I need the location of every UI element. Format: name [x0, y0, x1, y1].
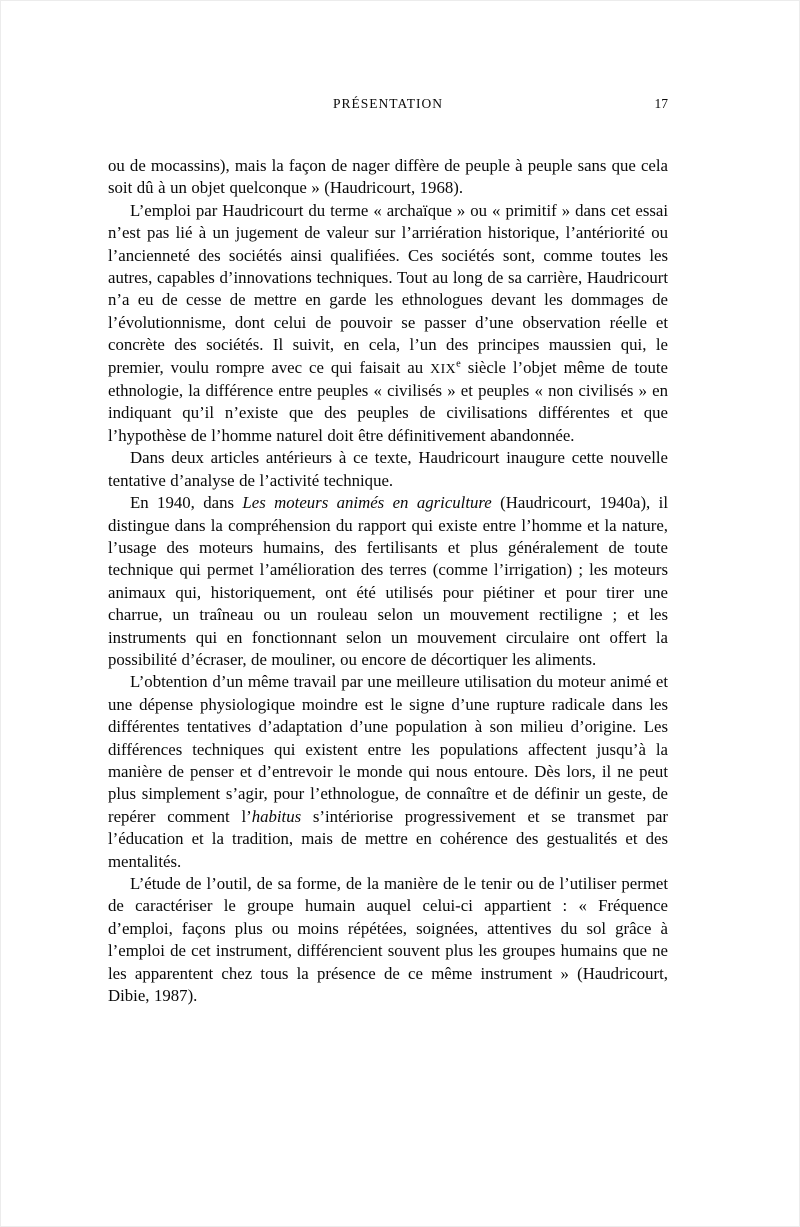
text-segment: habitus	[251, 806, 302, 826]
paragraph	[108, 447, 668, 492]
text-segment: En 1940, dans	[130, 493, 243, 513]
text-segment: L’obtention d’un même travail par une meilleure utilisation du moteur animé et une dépense physiologique moindre est le signe d’une rupture radicale dans les différentes tentatives d’adaptation d’une population à son milieu d’origine. Les différences techniques qui existent entre les populations affectent jusqu’à la manière de penser et d’entrevoir le monde qui nous entoure. Dès lors, il ne peut plus simplement s’agir, pour l’ethnologue, de connaître et de définir un geste, de repérer comment l’	[108, 672, 668, 826]
text-segment: Dans deux articles antérieurs à ce texte, Haudricourt inaugure cette nouvelle tentative d’analyse de l’activité technique.	[108, 448, 668, 490]
paragraph	[108, 200, 668, 447]
paragraph	[108, 155, 668, 200]
text-segment: L’étude de l’outil, de sa forme, de la manière de le tenir ou de l’utiliser permet de caractériser le groupe humain auquel celui-ci appartient : « Fréquence d’emploi, façons plus ou moins répétées, soignées, attentives du sol grâce à l’emploi de cet instrument, différencient souvent plus les groupes humains que ne les apparentent chez tous la présence de ce même instrument » (Haudricourt, Dibie, 1987).	[108, 874, 668, 1006]
paragraph	[108, 671, 668, 873]
text-segment: ou de mocassins), mais la façon de nager diffère de peuple à peuple sans que cela soit dû à un objet quelconque » (Haudricourt, 1968).	[108, 156, 668, 198]
text-column	[108, 96, 668, 1007]
page-header	[108, 96, 668, 114]
page-number: 17	[654, 96, 668, 111]
text-segment: s’intériorise progressivement et se transmet par l’éducation et la tradition, mais de mettre en cohérence des gestualités et des mentalités.	[108, 806, 668, 871]
text-segment: siècle l’objet même de toute ethnologie, la différence entre peuples « civilisés » et peuples « non civilisés » en indiquant qu’il n’existe que des peuples de civilisations différentes et que l’hypothèse de l’homme naturel doit être définitivement abandonnée.	[108, 357, 669, 445]
text-segment: e	[456, 358, 461, 370]
text-segment: L’emploi par Haudricourt du terme « archaïque » ou « primitif » dans cet essai n’est pas lié à un jugement de valeur sur l’arriération historique, l’antériorité ou l’ancienneté des sociétés ainsi qualifiées. Ces sociétés sont, comme toutes les autres, capables d’innovations techniques. Tout au long de sa carrière, Haudricourt n’a eu de cesse de mettre en garde les ethnologues devant les dommages de l’évolutionnisme, dont celui de pouvoir se passer d’une observation réelle et concrète des sociétés. Il suivit, en cela, l’un des principes maussien qui, le premier, voulu rompre avec ce qui faisait au	[108, 200, 668, 377]
text-segment: Les moteurs animés en agriculture	[242, 493, 492, 513]
paragraph	[108, 873, 668, 1007]
body-text	[108, 155, 668, 1007]
text-segment: XIX	[430, 360, 457, 376]
paragraph	[108, 492, 668, 671]
text-segment: (Haudricourt, 1940a), il distingue dans la compréhension du rapport qui existe entre l’homme et la nature, l’usage des moteurs humains, des fertilisants et plus généralement de toute technique qui permet l’amélioration des terres (comme l’irrigation) ; les moteurs animaux qui, historiquement, ont été utilisés pour piétiner et pour tirer une charrue, un traîneau ou un rouleau selon un mouvement rectiligne ; et les instruments qui en fonctionnant selon un mouvement circulaire ont offert la possibilité d’écraser, de mouliner, ou encore de décortiquer les aliments.	[108, 493, 668, 669]
running-head-title: PRÉSENTATION	[333, 96, 443, 111]
